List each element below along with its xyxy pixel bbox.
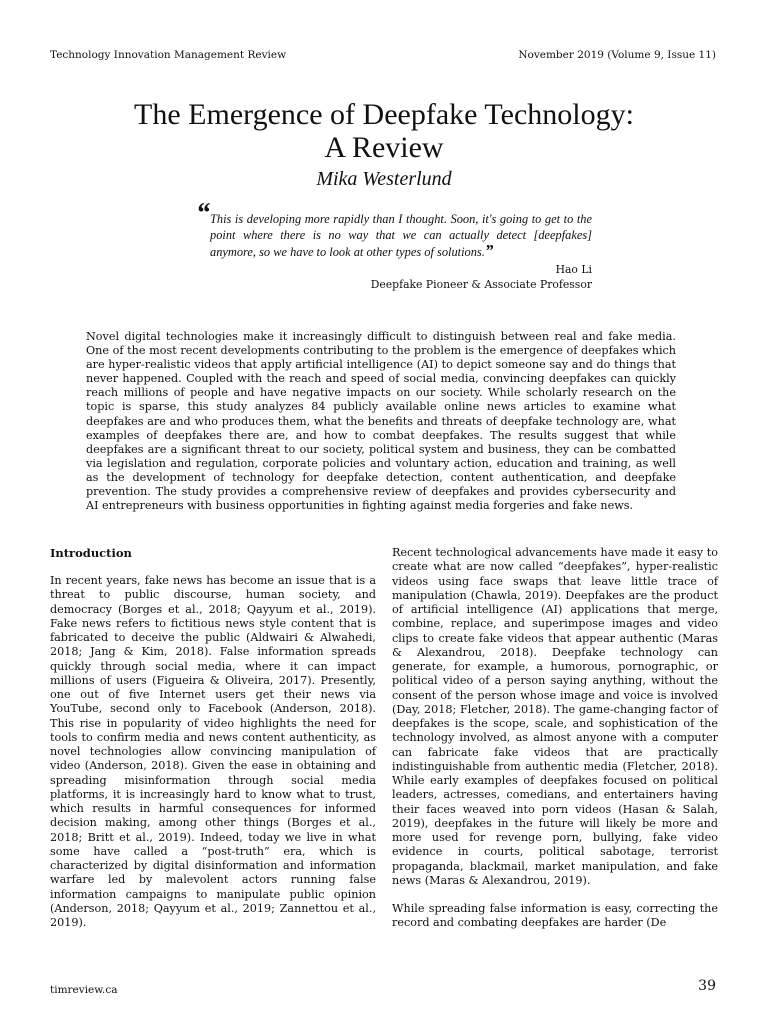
body-paragraph: While spreading false information is easy, correcting the record and combating deepfakes are harder (De	[392, 902, 718, 930]
close-quote-mark: ”	[484, 241, 494, 260]
quote-author-role: Deepfake Pioneer & Associate Professor	[370, 277, 592, 291]
title-line-1: The Emergence of Deepfake Technology:	[134, 98, 634, 131]
page-number: 39	[698, 978, 716, 994]
open-quote-mark: “	[196, 198, 210, 229]
quote-text-block	[200, 212, 592, 261]
right-column	[392, 546, 718, 945]
quote-text: This is developing more rapidly than I thought. Soon, it's going to get to the point where there is no way that we can actually detect [deepfakes] anymore, so we have to look at other types of solutions.	[210, 212, 592, 259]
title-line-2: A Review	[324, 131, 444, 164]
footer-site: timreview.ca	[50, 984, 118, 996]
body-paragraph: Recent technological advancements have made it easy to create what are now called “deepfakes”, hyper-realistic videos using face swaps that leave little trace of manipulation (Chawla, 2019). Deepfakes are the product of artificial intelligence (AI) applications that merge, combine, replace, and superimpose images and video clips to create fake videos that appear authentic (Maras & Alexandrou, 2018). Deepfake technology can generate, for example, a humorous, pornographic, or political video of a person saying anything, without the consent of the person whose image and voice is involved (Day, 2018; Fletcher, 2018). The game-changing factor of deepfakes is the scope, scale, and sophistication of the technology involved, as almost anyone with a computer can fabricate fake videos that are practically indistinguishable from authentic media (Fletcher, 2018). While early examples of deepfakes focused on political leaders, actresses, comedians, and entertainers having their faces weaved into porn videos (Hasan & Salah, 2019), deepfakes in the future will likely be more and more used for revenge porn, bullying, fake video evidence in courts, political sabotage, terrorist propaganda, blackmail, market manipulation, and fake news (Maras & Alexandrou, 2019).	[392, 546, 718, 887]
section-heading-introduction: Introduction	[50, 546, 132, 560]
left-column	[50, 546, 376, 944]
body-paragraph: In recent years, fake news has become an issue that is a threat to public discourse, human society, and democracy (Borges et al., 2018; Qayyum et al., 2019). Fake news refers to fictitious news style content that is fabricated to deceive the public (Aldwairi & Alwahedi, 2018; Jang & Kim, 2018). False information spreads quickly through social media, where it can impact millions of users (Figueira & Oliveira, 2017). Presently, one out of five Internet users get their news via YouTube, second only to Facebook (Anderson, 2018). This rise in popularity of video highlights the need for tools to confirm media and news content authenticity, as novel technologies allow convincing manipulation of video (Anderson, 2018). Given the ease in obtaining and spreading misinformation through social media platforms, it is increasingly hard to know what to trust, which results in harmful consequences for informed decision making, among other things (Borges et al., 2018; Britt et al., 2019). Indeed, today we live in what some have called a “post-truth” era, which is characterized by digital disinformation and information warfare led by malevolent actors running false information campaigns to manipulate public opinion (Anderson, 2018; Qayyum et al., 2019; Zannettou et al., 2019).	[50, 574, 376, 929]
article-title	[0, 98, 768, 164]
author-name: Mika Westerlund	[316, 168, 452, 190]
abstract: Novel digital technologies make it increasingly difficult to distinguish between real and fake media. One of the most recent developments contributing to the problem is the emergence of deepfakes which are hyper-realistic videos that apply artificial intelligence (AI) to depict someone say and do things that never happened. Coupled with the reach and speed of social media, convincing deepfakes can quickly reach millions of people and have negative impacts on our society. While scholarly research on the topic is sparse, this study analyzes 84 publicly available online news articles to examine what deepfakes are and who produces them, what the benefits and threats of deepfake technology are, what examples of deepfakes there are, and how to combat deepfakes. The results suggest that while deepfakes are a significant threat to our society, political system and business, they can be combatted via legislation and regulation, corporate policies and voluntary action, education and training, as well as the development of technology for deepfake detection, content authentication, and deepfake prevention. The study provides a comprehensive review of deepfakes and provides cybersecurity and AI entrepreneurs with business opportunities in fighting against media forgeries and fake news.	[86, 330, 676, 513]
issue-info: November 2019 (Volume 9, Issue 11)	[518, 49, 716, 61]
quote-author: Hao Li	[555, 262, 592, 276]
epigraph-quote	[196, 198, 592, 292]
journal-name: Technology Innovation Management Review	[50, 49, 287, 61]
